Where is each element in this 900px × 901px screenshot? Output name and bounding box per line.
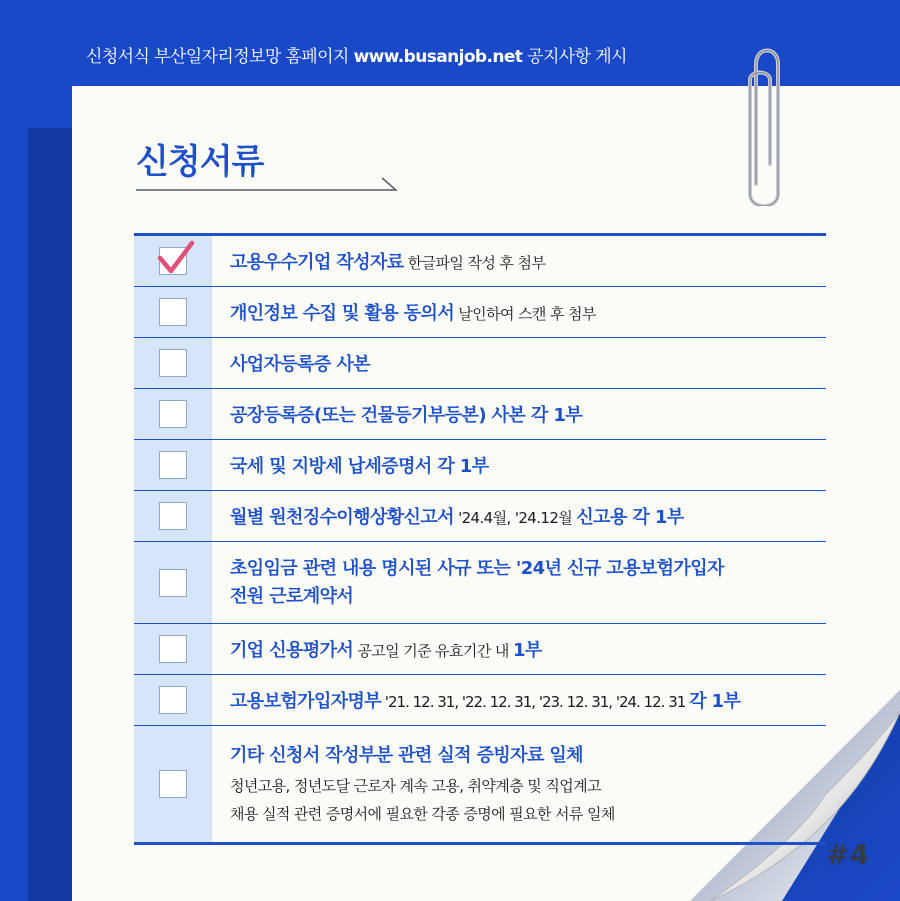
checkbox[interactable] <box>159 502 187 530</box>
checkbox-column <box>134 624 212 674</box>
item-title: 국세 및 지방세 납세증명서 각 1부 <box>230 456 489 477</box>
checklist-item <box>134 624 826 675</box>
checkbox-column <box>134 726 212 842</box>
page-number: #4 <box>826 838 869 871</box>
checkbox[interactable] <box>159 400 187 428</box>
checkbox-column <box>134 675 212 725</box>
checkbox[interactable] <box>159 770 187 798</box>
checkbox-column <box>134 542 212 623</box>
item-note: 한글파일 작성 후 첨부 <box>403 254 546 272</box>
item-note: 날인하여 스캔 후 첨부 <box>454 305 596 323</box>
item-detail: 청년고용, 정년도달 근로자 계속 고용, 취약계층 및 직업계고 <box>230 777 601 795</box>
item-suffix: 각 1부 <box>689 691 741 712</box>
page-title: 신청서류 <box>136 142 264 182</box>
item-title-cont: 전원 근로계약서 <box>230 585 354 607</box>
checkbox-column <box>134 236 212 286</box>
item-suffix: 1부 <box>512 640 542 661</box>
item-detail: 채용 실적 관련 증명서에 필요한 각종 증명에 필요한 서류 일체 <box>230 805 615 823</box>
checkbox-column <box>134 389 212 439</box>
item-note: 공고일 기준 유효기간 내 <box>353 642 513 660</box>
checklist-item <box>134 440 826 491</box>
checklist-item <box>134 338 826 389</box>
item-title: 기업 신용평가서 <box>230 640 354 661</box>
checkbox[interactable] <box>159 298 187 326</box>
item-title: 사업자등록증 사본 <box>230 354 370 375</box>
checkbox-column <box>134 491 212 541</box>
header-prefix: 신청서식 부산일자리정보망 홈페이지 <box>86 47 354 67</box>
item-title: 초임임금 관련 내용 명시된 사규 또는 '24년 신규 고용보험가입자 <box>230 557 724 579</box>
header-suffix: 공지사항 게시 <box>522 47 627 67</box>
checklist-item <box>134 542 826 624</box>
checklist-item <box>134 236 826 287</box>
item-suffix: 신고용 각 1부 <box>576 507 684 528</box>
checklist-item <box>134 491 826 542</box>
document-checklist <box>134 233 826 845</box>
item-title: 공장등록증(또는 건물등기부등본) 사본 각 1부 <box>230 405 583 426</box>
item-title: 월별 원천징수이행상황신고서 <box>230 507 454 528</box>
item-note: '24.4월, '24.12월 <box>453 509 577 527</box>
checkbox[interactable] <box>159 635 187 663</box>
checklist-item <box>134 389 826 440</box>
title-underline <box>136 176 398 192</box>
item-title: 기타 신청서 작성부분 관련 실적 증빙자료 일체 <box>230 745 583 766</box>
checkbox[interactable] <box>159 686 187 714</box>
item-title: 고용우수기업 작성자료 <box>230 252 404 273</box>
paperclip-icon <box>742 34 788 206</box>
item-title: 고용보험가입자명부 <box>230 691 382 712</box>
checkbox-column <box>134 338 212 388</box>
header-url[interactable]: www.busanjob.net <box>353 47 523 67</box>
checkbox-column <box>134 287 212 337</box>
item-title: 개인정보 수집 및 활용 동의서 <box>230 303 455 324</box>
checklist-item <box>134 675 826 726</box>
checkbox[interactable] <box>159 349 187 377</box>
checkbox[interactable] <box>159 451 187 479</box>
header-notice <box>86 42 726 67</box>
checklist-item <box>134 726 826 842</box>
checklist-item <box>134 287 826 338</box>
item-note: '21. 12. 31, '22. 12. 31, '23. 12. 31, '24. 12. 31 <box>381 693 690 711</box>
checkbox-column <box>134 440 212 490</box>
checkbox[interactable] <box>159 569 187 597</box>
checkmark-icon <box>156 240 196 276</box>
